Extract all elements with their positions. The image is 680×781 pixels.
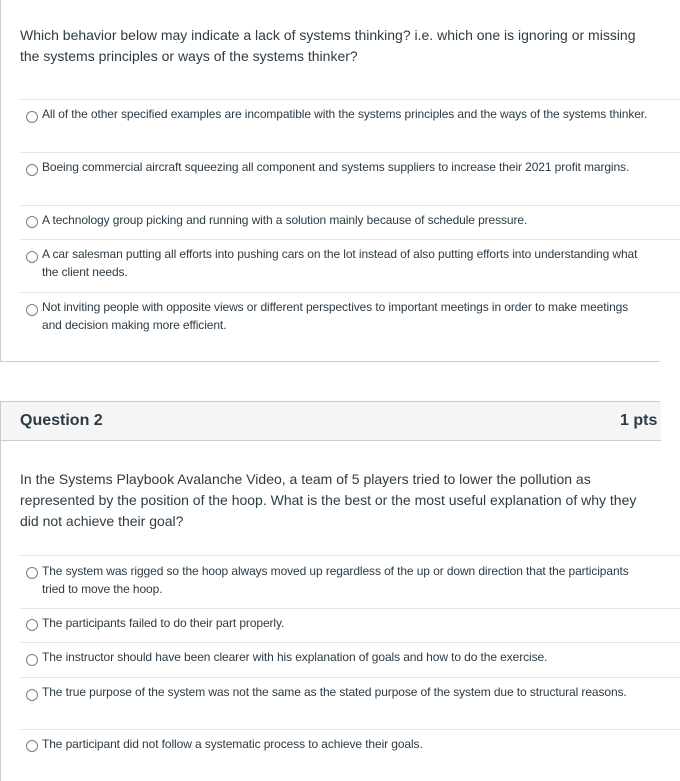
question-header: [1, 402, 661, 441]
question-points: 1 pts: [620, 412, 658, 429]
answer-option[interactable]: [20, 99, 680, 152]
answer-label: A car salesman putting all efforts into pushing cars on the lot instead of also putting efforts into understanding what the client needs.: [42, 247, 638, 279]
radio-button[interactable]: [26, 164, 38, 176]
answer-label: Not inviting people with opposite views or different perspectives to important meetings in order to make meetings and decision making more efficient.: [42, 300, 629, 332]
question-card-2: [0, 401, 660, 781]
answer-option[interactable]: [20, 555, 680, 608]
answer-option[interactable]: [20, 642, 680, 677]
answer-option[interactable]: [20, 152, 680, 205]
answer-option[interactable]: [20, 608, 680, 642]
radio-button[interactable]: [26, 567, 38, 579]
question-1-answers: [20, 99, 680, 345]
answer-option[interactable]: [20, 239, 680, 292]
answer-label: The participant did not follow a systematic process to achieve their goals.: [42, 737, 423, 751]
question-2-text: In the Systems Playbook Avalanche Video, a team of 5 players tried to lower the pollution as represented by the position of the hoop. What is the best or the most useful explanation of why they did not achieve their goal?: [20, 471, 637, 529]
question-title: Question 2: [20, 412, 103, 429]
radio-button[interactable]: [26, 251, 38, 263]
answer-label: The instructor should have been clearer with his explanation of goals and how to do the exercise.: [42, 650, 548, 664]
radio-button[interactable]: [26, 216, 38, 228]
answer-option[interactable]: [20, 292, 680, 345]
radio-button[interactable]: [26, 619, 38, 631]
question-2-answers: [20, 555, 680, 763]
radio-button[interactable]: [26, 111, 38, 123]
answer-label: Boeing commercial aircraft squeezing all component and systems suppliers to increase their 2021 profit margins.: [42, 160, 630, 174]
answer-option[interactable]: [20, 205, 680, 239]
radio-button[interactable]: [26, 740, 38, 752]
answer-label: A technology group picking and running with a solution mainly because of schedule pressure.: [42, 213, 528, 227]
answer-label: The true purpose of the system was not the same as the stated purpose of the system due to structural reasons.: [42, 685, 627, 699]
answer-label: The system was rigged so the hoop always moved up regardless of the up or down direction that the participants tried to move the hoop.: [42, 564, 629, 596]
question-card-1: [0, 0, 660, 362]
radio-button[interactable]: [26, 689, 38, 701]
answer-option[interactable]: [20, 677, 680, 729]
question-1-text: Which behavior below may indicate a lack of systems thinking? i.e. which one is ignoring or missing the systems principles or ways of the systems thinker?: [20, 27, 636, 64]
radio-button[interactable]: [26, 304, 38, 316]
answer-label: The participants failed to do their part properly.: [42, 616, 285, 630]
radio-button[interactable]: [26, 654, 38, 666]
answer-label: All of the other specified examples are incompatible with the systems principles and the ways of the systems thinker.: [42, 107, 648, 121]
answer-option[interactable]: [20, 729, 680, 763]
